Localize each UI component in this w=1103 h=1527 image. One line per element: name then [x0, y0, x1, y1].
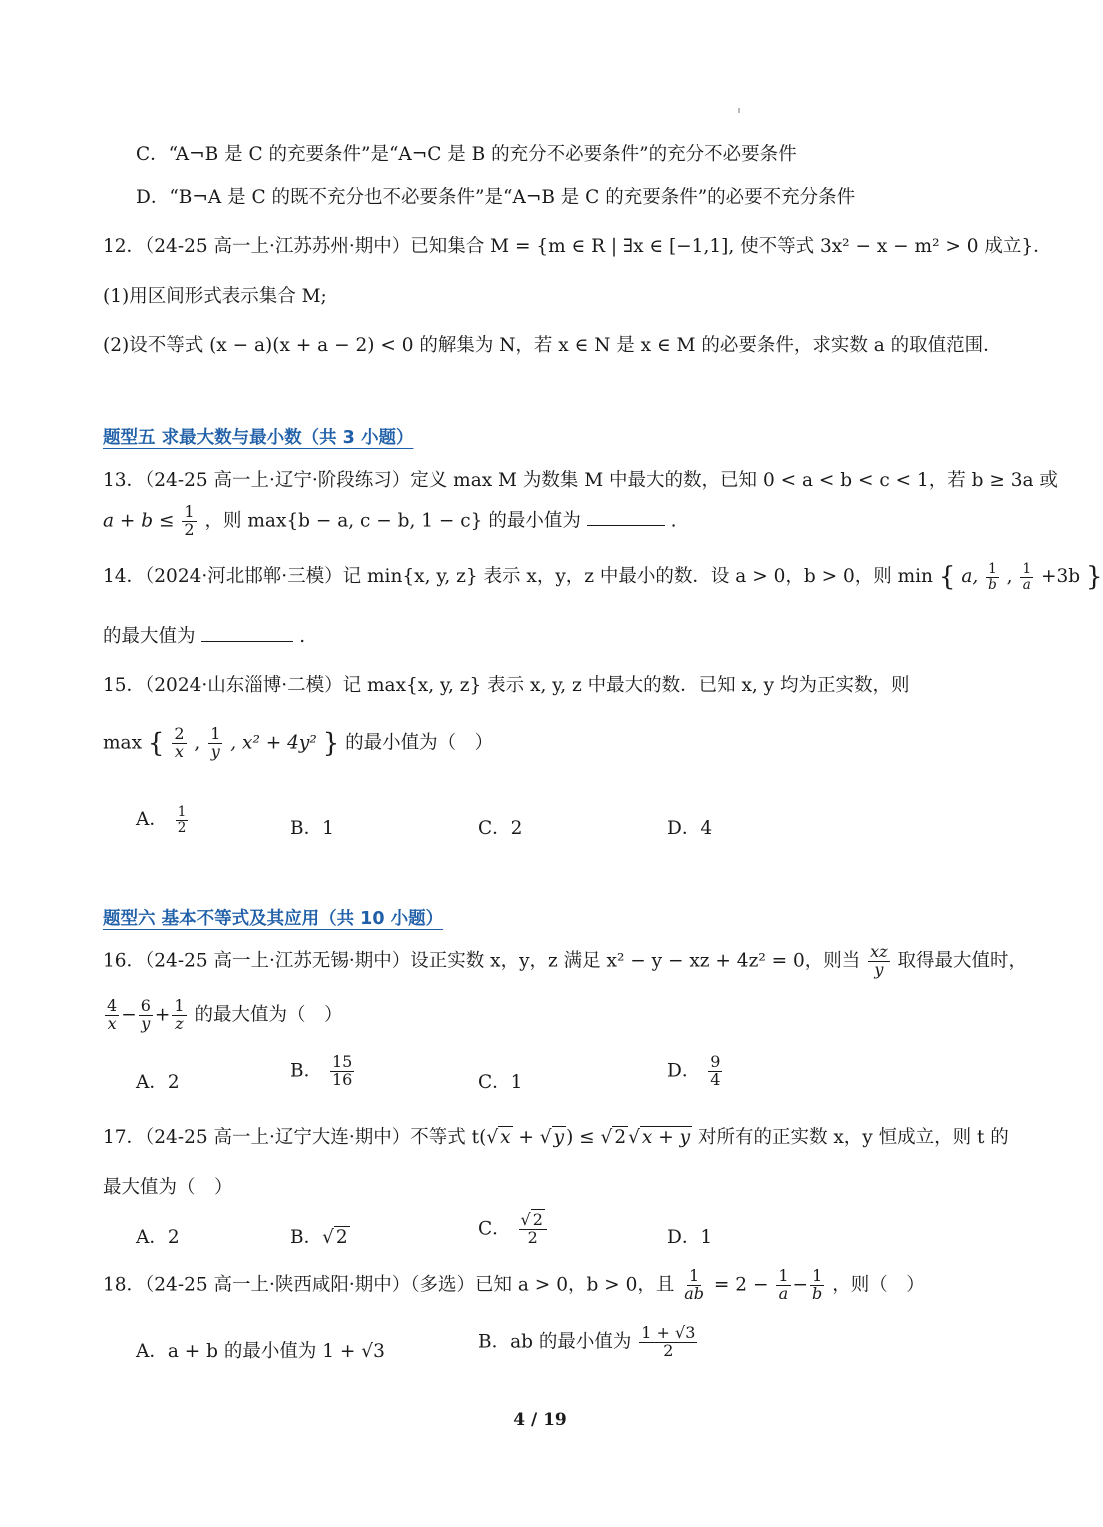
scan-mark — [738, 108, 740, 113]
q15-frac2 — [208, 726, 222, 761]
q16-frac2 — [139, 998, 153, 1033]
q13-cond: a + b ≤ — [103, 510, 175, 532]
q16-option-b-label: B． — [290, 1060, 323, 1082]
q13-line2 — [103, 504, 677, 539]
q16-frac-den: y — [874, 959, 884, 979]
q18-option-b[interactable] — [478, 1325, 699, 1360]
q15-brace-close: } — [322, 728, 340, 759]
q14-frac2 — [1020, 562, 1033, 591]
q15-max: max — [103, 732, 143, 754]
q15-option-a-label: A． — [136, 809, 168, 830]
q16-frac1-den: x — [107, 1013, 117, 1033]
q17-option-a[interactable]: A．2 — [136, 1227, 180, 1248]
q17-option-c-den: 2 — [527, 1227, 538, 1247]
q13-line1: 13．（24-25 高一上·辽宁·阶段练习）定义 max M 为数集 M 中最大的数，已知 0 < a < b < c < 1，若 b ≥ 3a 或 — [103, 470, 1058, 491]
q18-frac2-num: 1 — [778, 1266, 789, 1285]
q11-option-c: C．“A¬B 是 C 的充要条件”是“A¬C 是 B 的充分不必要条件”的充分不必要条件 — [136, 144, 797, 165]
q15-option-a-den: 2 — [177, 819, 187, 836]
q17-option-b-value: √ 2 — [322, 1227, 348, 1248]
q15-line1: 15．（2024·山东淄博·二模）记 max{x, y, z} 表示 x, y, z 中最大的数．已知 x, y 均为正实数，则 — [103, 675, 910, 696]
q15-frac2-num: 1 — [210, 724, 221, 743]
q13-fraction — [182, 504, 196, 539]
q16-option-b-den: 16 — [332, 1069, 353, 1089]
q17-line1 — [103, 1123, 1009, 1149]
q14-end: . — [299, 626, 306, 647]
q15-option-c[interactable]: C．2 — [478, 818, 523, 839]
q16-frac2-den: y — [141, 1013, 151, 1033]
q17-option-b-label: B． — [290, 1227, 323, 1248]
q16-ask: 的最大值为（ ） — [194, 1004, 343, 1026]
q17-option-c[interactable] — [478, 1212, 549, 1247]
q13-end: . — [670, 510, 677, 532]
q16-option-d[interactable] — [667, 1054, 724, 1089]
q17-option-c-label: C． — [478, 1218, 511, 1240]
q18-frac-1-ab — [682, 1268, 706, 1303]
q18-option-b-num: 1 + √3 — [641, 1323, 696, 1342]
q18-frac-num: 1 — [689, 1266, 700, 1285]
q14-brace-open: { — [938, 562, 956, 592]
q14-line1: 14．（2024·河北邯郸·三模）记 min{x, y, z} 表示 x，y，z 中最小的数．设 a > 0，b > 0，则 min { a, $\frac{1}{b}$ , $\frac{1}{a}$ +3b } — [103, 561, 1103, 593]
section-title-6: 题型六 基本不等式及其应用（共 10 小题） — [103, 909, 444, 929]
q14-line2 — [103, 622, 305, 648]
q15-ask: 的最小值为（ ） — [345, 732, 494, 754]
q18-option-b-frac — [639, 1325, 697, 1360]
q18-option-b-text: B．ab 的最小值为 — [478, 1331, 632, 1353]
q14-frac1 — [986, 562, 999, 591]
q16-frac3-num: 1 — [174, 996, 185, 1015]
q15-option-a-num: 1 — [177, 804, 187, 821]
q16-line1 — [103, 944, 1027, 979]
section-title-5: 题型五 求最大数与最小数（共 3 小题） — [103, 428, 414, 448]
q18-option-b-den: 2 — [663, 1340, 674, 1360]
q15-option-d[interactable]: D．4 — [667, 818, 713, 839]
q15-option-a-frac — [176, 805, 189, 834]
q15-line2: max { $\frac{2}{x}$ , $\frac{1}{y}$ , x² + 4y² } 的最小值为（ ） — [103, 724, 494, 761]
q18-frac3-den: b — [812, 1283, 823, 1303]
q13-tail: ，则 max{b − a, c − b, 1 − c} 的最小值为 — [204, 510, 581, 532]
q18-frac-den: ab — [684, 1283, 705, 1303]
page-number: 4 / 19 — [513, 1410, 567, 1430]
q15-option-a[interactable] — [136, 805, 190, 835]
q14-stem: 14．（2024·河北邯郸·三模）记 min{x, y, z} 表示 x，y，z 中最小的数．设 a > 0，b > 0，则 min — [103, 566, 933, 587]
q15-frac1 — [172, 726, 186, 761]
q14-ask: 的最大值为 — [103, 626, 196, 647]
q16-frac1-num: 4 — [107, 996, 118, 1015]
q16-option-b-num: 15 — [332, 1052, 353, 1071]
q18-frac3-num: 1 — [812, 1266, 823, 1285]
q16-frac1 — [105, 998, 119, 1033]
q16-frac-xz-y — [868, 944, 889, 979]
q18-frac3 — [810, 1268, 824, 1303]
q18-frac2-den: a — [778, 1283, 789, 1303]
q15-frac2-den: y — [210, 741, 220, 761]
q16-stem-end: 取得最大值时， — [897, 950, 1028, 972]
q17-option-c-frac — [519, 1212, 547, 1247]
q16-option-d-den: 4 — [710, 1069, 721, 1089]
q13-frac-den: 2 — [184, 519, 195, 539]
q16-option-b[interactable] — [290, 1054, 356, 1089]
q18-line1: 18．（24-25 高一上·陕西咸阳·期中）（多选）已知 a > 0，b > 0，且 $\frac{1}{ab}$ = 2 − $\frac{1}{a}$ − $\frac{1}{b}$ ，则（ ） — [103, 1266, 925, 1303]
q18-option-a[interactable]: A．a + b 的最小值为 1 + √3 — [136, 1341, 385, 1362]
q14-expr-a: a, — [961, 566, 979, 587]
q13-answer-blank[interactable] — [587, 525, 665, 526]
q15-frac1-den: x — [174, 741, 184, 761]
q16-option-d-num: 9 — [710, 1052, 721, 1071]
q18-stem: 18．（24-25 高一上·陕西咸阳·期中）（多选）已知 a > 0，b > 0，且 — [103, 1274, 675, 1296]
q18-frac2 — [776, 1268, 790, 1303]
q17-stem: 17．（24-25 高一上·辽宁大连·期中）不等式 t( — [103, 1127, 487, 1148]
q17-ineq: √ x + √ y ) ≤ √ 2 √ x + y — [486, 1127, 691, 1148]
q17-option-d[interactable]: D．1 — [667, 1227, 713, 1248]
q14-frac1-den: b — [988, 576, 997, 593]
q16-option-a[interactable]: A．2 — [136, 1072, 180, 1093]
q13-frac-num: 1 — [184, 502, 195, 521]
q16-option-d-label: D． — [667, 1060, 701, 1082]
q14-expr-tail: +3b — [1040, 566, 1081, 587]
q16-frac-num: xz — [870, 942, 888, 961]
q16-option-d-frac — [708, 1054, 722, 1089]
q15-frac1-num: 2 — [174, 724, 185, 743]
q12-part1: (1)用区间形式表示集合 M; — [103, 286, 327, 307]
q14-brace-close: } — [1085, 562, 1103, 592]
q11-option-d: D．“B¬A 是 C 的既不充分也不必要条件”是“A¬B 是 C 的充要条件”的必要不充分条件 — [136, 187, 856, 208]
q12-stem: 12．（24-25 高一上·江苏苏州·期中）已知集合 M = {m ∈ R | ∃x ∈ [−1,1], 使不等式 3x² − x − m² > 0 成立}． — [103, 236, 1052, 257]
q18-stem-end: ，则（ ） — [832, 1274, 925, 1296]
q14-answer-blank[interactable] — [201, 641, 293, 642]
q16-option-b-frac — [330, 1054, 354, 1089]
q16-frac3 — [172, 998, 186, 1033]
q15-brace-open: { — [147, 728, 165, 759]
q16-option-c[interactable]: C．1 — [478, 1072, 523, 1093]
q16-frac2-num: 6 — [140, 996, 151, 1015]
q17-option-c-num: √ 2 — [519, 1212, 547, 1230]
q12-part2: (2)设不等式 (x − a)(x + a − 2) < 0 的解集为 N，若 x ∈ N 是 x ∈ M 的必要条件，求实数 a 的取值范围． — [103, 335, 1002, 356]
q15-expr-tail: , x² + 4y² — [230, 732, 317, 754]
q15-option-b[interactable]: B．1 — [290, 818, 334, 839]
q16-stem: 16．（24-25 高一上·江苏无锡·期中）设正实数 x，y，z 满足 x² − y − xz + 4z² = 0，则当 — [103, 950, 861, 972]
q18-mid: = 2 − — [713, 1274, 769, 1296]
q14-frac2-num: 1 — [1022, 561, 1032, 578]
q16-frac3-den: z — [175, 1013, 184, 1033]
q14-frac1-num: 1 — [988, 561, 997, 578]
q14-frac2-den: a — [1022, 576, 1031, 593]
q17-stem-end: 对所有的正实数 x，y 恒成立，则 t 的 — [697, 1127, 1009, 1148]
q17-option-b[interactable] — [290, 1223, 350, 1249]
q17-line2: 最大值为（ ） — [103, 1177, 233, 1198]
q16-line2: $\frac{4}{x}$ − $\frac{6}{y}$ + $\frac{1}{z}$ 的最大值为（ ） — [107, 996, 343, 1033]
